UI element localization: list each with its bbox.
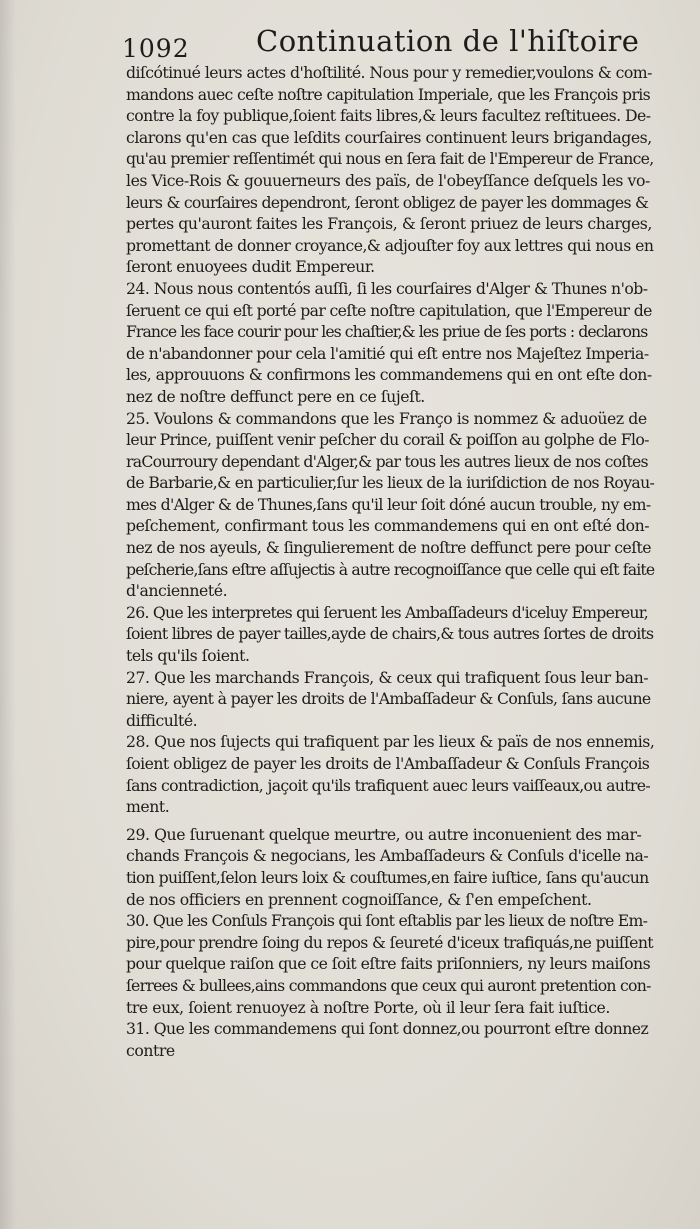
text-line: tels qu'ils ſoient. xyxy=(126,646,250,666)
text-line: ſoient libres de payer tailles,ayde de chairs,& tous autres ſortes de droits xyxy=(126,624,654,644)
text-line: d'ancienneté. xyxy=(126,581,228,601)
text-line: pire,pour prendre ſoing du repos & ſeureté d'iceux trafiquás,ne puiſſent xyxy=(126,932,653,952)
text-line: clarons qu'en cas que leſdits courſaires continuent leurs brigandages, xyxy=(126,127,652,147)
text-line: 30. Que les Conſuls François qui ſont eſtablis par les lieux de noſtre Em- xyxy=(126,911,648,931)
text-line: ſans contradiction, jaçoit qu'ils trafiquent auec leurs vaiſſeaux,ou autre- xyxy=(126,775,651,795)
text-line: ſoient obligez de payer les droits de l'Ambaſſadeur & Conſuls François xyxy=(126,754,650,773)
text-line: 25. Voulons & commandons que les Franço is nommez & aduoüez de xyxy=(126,408,647,428)
text-line: pour quelque raiſon que ce ſoit eſtre faits priſonniers, ny leurs maiſons xyxy=(126,954,651,974)
text-line: difficulté. xyxy=(126,710,198,730)
text-line: 27. Que les marchands François, & ceux qui trafiquent ſous leur ban- xyxy=(126,667,649,687)
text-line: mes d'Alger & de Thunes,ſans qu'il leur ſoit dóné aucun trouble, ny em- xyxy=(126,494,651,514)
text-line: tre eux, ſoient renuoyez à noſtre Porte, où il leur ſera fait iuſtice. xyxy=(126,997,610,1017)
text-line: diſcótinué leurs actes d'hoſtilité. Nous pour y remedier,voulons & com- xyxy=(126,63,652,82)
text-line: France les face courir pour les chaſtier,& les priue de ſes ports : declarons xyxy=(126,322,648,342)
text-line: 26. Que les interpretes qui ſeruent les Ambaſſadeurs d'iceluy Empereur, xyxy=(126,602,649,622)
text-line: contre la foy publique,ſoient faits libres,& leurs facultez reſtituees. De- xyxy=(126,106,651,126)
catchword xyxy=(126,1061,654,1083)
text-line: de nos officiers en prennent cognoiſſance, & ſ'en empeſchent. xyxy=(126,889,592,909)
text-line: chands François & negocians, les Ambaſſadeurs & Conſuls d'icelle na- xyxy=(126,846,649,866)
text-line: tion puiſſent,ſelon leurs loix & couſtumes,en faire iuſtice, ſans qu'aucun xyxy=(126,867,649,887)
text-line: nez de nos ayeuls, & ſingulierement de noſtre deffunct pere pour ceſte xyxy=(126,538,651,558)
page-header xyxy=(122,24,662,64)
text-line: promettant de donner croyance,& adjouſter foy aux lettres qui nous en xyxy=(126,235,654,255)
text-line: leur Prince, puiſſent venir peſcher du corail & poiſſon au golphe de Flo- xyxy=(126,430,649,450)
page-number: 1092 xyxy=(122,34,190,63)
text-line: 28. Que nos ſujects qui trafiquent par les lieux & païs de nos ennemis, xyxy=(126,732,655,752)
text-line: ſeruent ce qui eſt porté par ceſte noſtre capitulation, que l'Empereur de xyxy=(126,300,652,320)
text-line: peſchement, confirmant tous les commandemens qui en ont eſté don- xyxy=(126,516,650,536)
text-line: niere, ayent à payer les droits de l'Ambaſſadeur & Conſuls, ſans aucune xyxy=(126,689,651,709)
text-line: 24. Nous nous contentós auſſi, ſi les courſaires d'Alger & Thunes n'ob- xyxy=(126,278,648,298)
text-line: ment. xyxy=(126,797,170,817)
text-line: mandons auec ceſte noſtre capitulation Imperiale, que les François pris xyxy=(126,84,651,104)
text-line: leurs & courſaires dependront, ſeront obligez de payer les dommages & xyxy=(126,192,649,212)
text-line: les, approuuons & confirmons les commandemens qui en ont eſte don- xyxy=(126,365,652,385)
body-text xyxy=(126,62,654,1083)
text-line: contre xyxy=(126,1040,175,1060)
text-line: ſeront enuoyees dudit Empereur. xyxy=(126,257,375,277)
gutter-shadow xyxy=(0,0,16,1229)
text-line: pertes qu'auront faites les François, & ſeront priuez de leurs charges, xyxy=(126,214,652,234)
text-line: peſcherie,ſans eſtre aſſujectis à autre recognoiſſance que celle qui eſt faite xyxy=(126,559,655,579)
text-line: qu'au premier reſſentimét qui nous en ſera fait de l'Empereur de France, xyxy=(126,149,654,169)
text-line: de n'abandonner pour cela l'amitié qui eſt entre nos Majeſtez Imperia- xyxy=(126,343,649,363)
text-line: de Barbarie,& en particulier,ſur les lieux de la iuriſdiction de nos Royau- xyxy=(126,473,655,493)
text-line: raCourroury dependant d'Alger,& par tous les autres lieux de nos coſtes xyxy=(126,451,648,471)
text-line: 31. Que les commandemens qui ſont donnez,ou pourront eſtre donnez xyxy=(126,1019,649,1039)
text-line: nez de noſtre deffunct pere en ce ſujeſt. xyxy=(126,386,425,406)
text-line: 29. Que ſuruenant quelque meurtre, ou autre inconuenient des mar- xyxy=(126,824,642,844)
text-line: les Vice-Rois & gouuerneurs des païs, de l'obeyſſance deſquels les vo- xyxy=(126,170,650,190)
text-line: ſerrees & bullees,ains commandons que ceux qui auront pretention con- xyxy=(126,975,651,995)
running-title: Continuation de l'hiſtoire xyxy=(256,24,640,58)
